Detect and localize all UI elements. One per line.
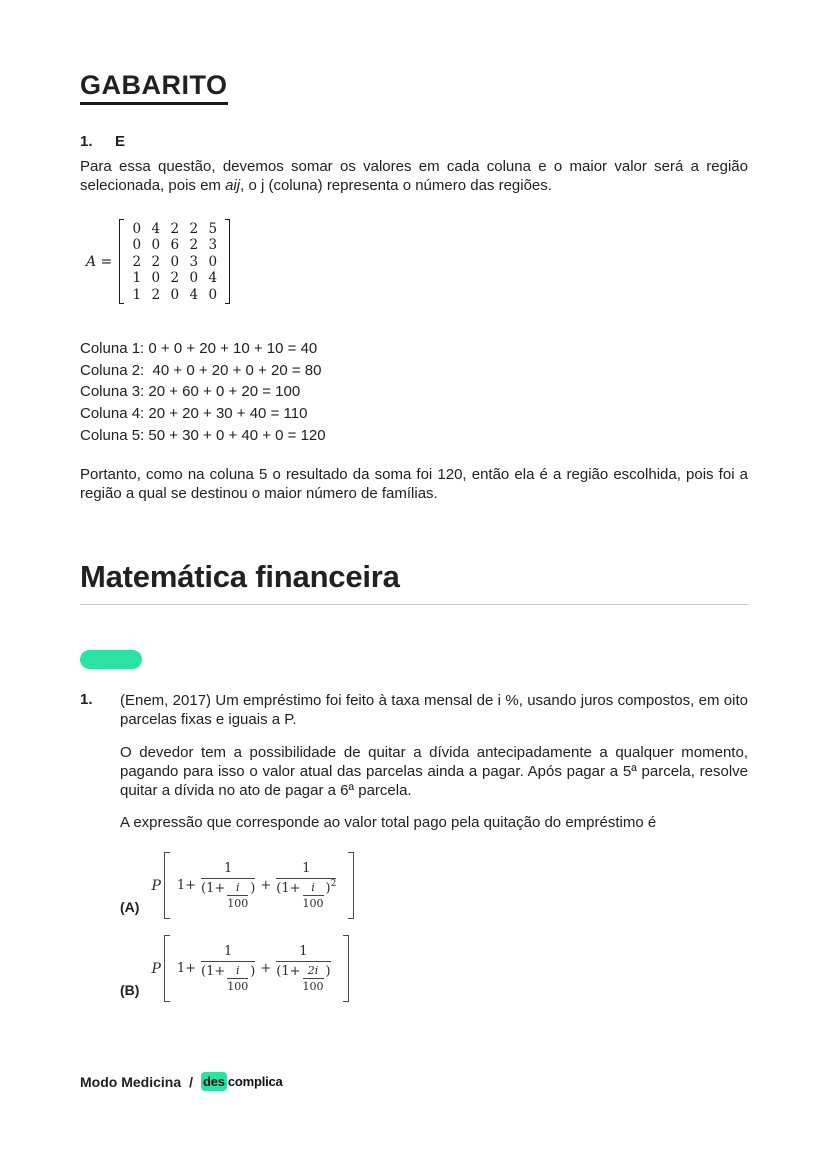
- explanation-text-1: Para essa questão, devemos somar os valores em cada coluna e o maior valor será a região selecionada, pois em: [80, 158, 748, 195]
- option-b-label: (B): [120, 982, 140, 999]
- nested-numerator: 2i: [303, 964, 324, 979]
- fraction-1: [201, 944, 255, 993]
- matrix-cell: 2: [189, 237, 199, 254]
- matrix-grid: [124, 219, 225, 304]
- question-paragraph-1: (Enem, 2017) Um empréstimo foi feito à taxa mensal de i %, usando juros compostos, em oito parcelas fixas e iguais a P.: [120, 692, 748, 729]
- denominator-exponent: 2: [330, 879, 337, 890]
- section-title: Matemática financeira: [80, 559, 400, 595]
- matrix-cell: 3: [208, 237, 218, 254]
- fraction-1-denominator: [201, 962, 255, 993]
- matrix-cell: 4: [208, 270, 218, 287]
- page-footer: [80, 1072, 283, 1091]
- nested-denominator: 100: [227, 897, 249, 911]
- question-number: 1.: [80, 691, 93, 709]
- matrix-cell: 5: [208, 220, 218, 237]
- matrix-cell: 2: [170, 220, 180, 237]
- logo-des-highlight: des: [203, 1074, 225, 1089]
- fraction-2-numerator: 1: [276, 861, 336, 879]
- option-b: [120, 935, 748, 1002]
- answer-conclusion: Portanto, como na coluna 5 o resultado da soma foi 120, então ela é a região escolhida, pois foi a região a qual se destinou o maior número de famílias.: [80, 465, 748, 503]
- nested-denominator: 100: [302, 980, 324, 994]
- right-bracket: [348, 852, 354, 919]
- matrix-cell: 0: [170, 286, 180, 303]
- column-sum-line: Coluna 2: 40 + 0 + 20 + 0 + 20 = 80: [80, 361, 322, 379]
- nested-denominator: 100: [227, 980, 249, 994]
- column-sum-line: Coluna 1: 0 + 0 + 20 + 10 + 10 = 40: [80, 339, 318, 357]
- nested-numerator: i: [303, 881, 324, 896]
- matrix-cell: 6: [170, 237, 180, 254]
- matrix-cell: 0: [170, 253, 180, 270]
- denominator-suffix: ): [250, 964, 256, 980]
- nested-fraction: [303, 881, 324, 910]
- denominator-prefix: (1+: [276, 881, 301, 897]
- fraction-2-denominator: [276, 962, 330, 993]
- formula-coefficient: P: [151, 877, 161, 894]
- question-paragraph-3: A expressão que corresponde ao valor total pago pela quitação do empréstimo é: [120, 814, 657, 832]
- question-1: [80, 691, 748, 832]
- denominator-prefix: (1+: [201, 881, 226, 897]
- denominator-suffix: ): [250, 881, 256, 897]
- nested-fraction: [303, 964, 324, 993]
- formula-coefficient: P: [151, 960, 161, 977]
- fraction-1-numerator: 1: [201, 861, 255, 879]
- fraction-1-denominator: [201, 879, 255, 910]
- formula-plus: +: [260, 878, 272, 894]
- fraction-1: [201, 861, 255, 910]
- answer-letter: E: [115, 133, 126, 150]
- answer-explanation: [80, 157, 748, 195]
- matrix-cell: 0: [151, 270, 161, 287]
- page-title: GABARITO: [80, 70, 228, 105]
- matrix-cell: 2: [151, 253, 161, 270]
- footer-brand: Modo Medicina: [80, 1073, 182, 1090]
- answer-options: [120, 852, 748, 1002]
- section-divider: [80, 604, 748, 605]
- matrix-cell: 2: [189, 220, 199, 237]
- matrix-cell: 2: [132, 253, 142, 270]
- formula-lead-term: 1+: [176, 961, 197, 977]
- option-a-label: (A): [120, 899, 140, 916]
- matrix-label: A =: [86, 253, 113, 270]
- column-sum-line: Coluna 5: 50 + 30 + 0 + 40 + 0 = 120: [80, 427, 326, 445]
- fraction-2: [276, 944, 330, 993]
- question-paragraph-2: O devedor tem a possibilidade de quitar a dívida antecipadamente a qualquer momento, pagando para isso o valor atual das parcelas ainda a pagar. Após pagar a 5ª parcela, resolve quitar a dívida no ato de pagar a 6ª parcela.: [120, 743, 748, 799]
- nested-fraction: [227, 964, 248, 993]
- footer-separator: /: [189, 1073, 194, 1090]
- nested-numerator: i: [227, 964, 248, 979]
- fraction-2-denominator: [276, 879, 336, 910]
- option-b-formula: [151, 935, 348, 1002]
- matrix-cell: 0: [132, 237, 142, 254]
- option-a-formula: [151, 852, 354, 919]
- matrix-cell: 4: [189, 286, 199, 303]
- denominator-suffix: ): [325, 964, 331, 980]
- matrix-cell: 2: [151, 286, 161, 303]
- formula-expression: [170, 852, 348, 919]
- denominator-prefix: (1+: [201, 964, 226, 980]
- answer-heading: [80, 133, 748, 150]
- descomplica-logo: [201, 1072, 283, 1091]
- nested-denominator: 100: [302, 897, 324, 911]
- right-bracket: [343, 935, 349, 1002]
- logo-complica-text: complica: [227, 1074, 283, 1089]
- nested-numerator: i: [227, 881, 248, 896]
- denominator-suffix: ): [325, 881, 331, 897]
- matrix-cell: 1: [132, 270, 142, 287]
- option-a: [120, 852, 748, 919]
- formula-expression: [170, 935, 343, 1002]
- explanation-math-term: aij: [225, 177, 241, 195]
- nested-fraction: [227, 881, 248, 910]
- fraction-2-numerator: 1: [276, 944, 330, 962]
- matrix-cell: 0: [132, 220, 142, 237]
- topic-pill: [80, 650, 142, 669]
- matrix-cell: 1: [132, 286, 142, 303]
- matrix-cell: 0: [208, 286, 218, 303]
- matrix-cell: 0: [151, 237, 161, 254]
- matrix-cell: 0: [189, 270, 199, 287]
- fraction-2: [276, 861, 336, 910]
- matrix-cell: 2: [170, 270, 180, 287]
- matrix-cell: 4: [151, 220, 161, 237]
- formula-plus: +: [260, 961, 272, 977]
- column-sum-line: Coluna 3: 20 + 60 + 0 + 20 = 100: [80, 383, 301, 401]
- denominator-prefix: (1+: [276, 964, 301, 980]
- matrix-cell: 3: [189, 253, 199, 270]
- formula-lead-term: 1+: [176, 878, 197, 894]
- matrix-right-bracket: [225, 219, 230, 304]
- column-sum-line: Coluna 4: 20 + 20 + 30 + 40 = 110: [80, 405, 308, 423]
- matrix: [86, 219, 748, 304]
- fraction-1-numerator: 1: [201, 944, 255, 962]
- column-sums: [80, 338, 748, 447]
- question-body: [120, 691, 748, 832]
- answer-number: 1.: [80, 133, 93, 150]
- explanation-text-2: , o j (coluna) representa o número das regiões.: [240, 177, 552, 195]
- matrix-cell: 0: [208, 253, 218, 270]
